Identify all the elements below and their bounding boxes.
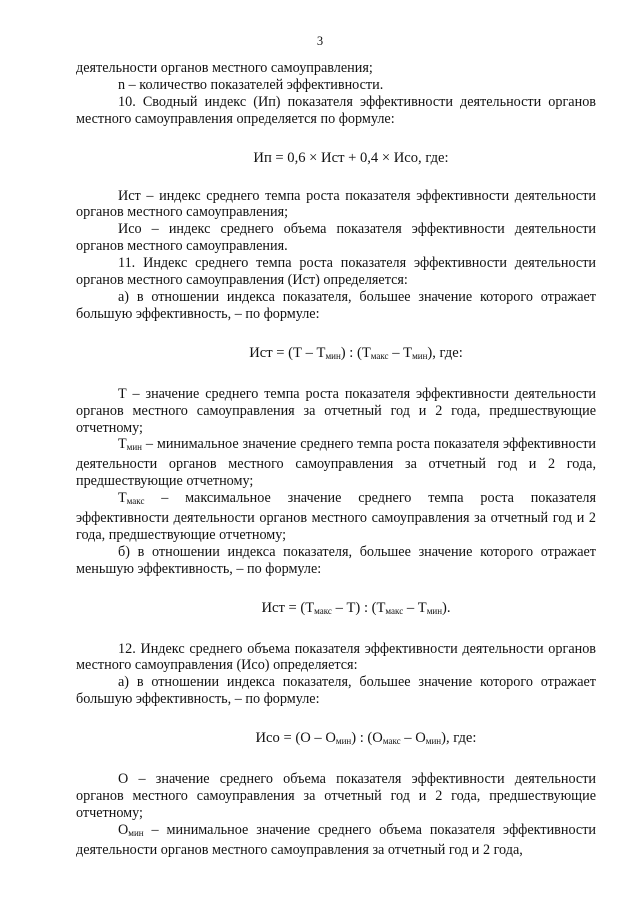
paragraph-tmin-definition: $Т_{мин}$ – минимальное значение среднего темпа роста показателя эффективности деятельности органов местного самоуправления за отчетный год и 2 года, предшествующие отчетному; [76, 436, 596, 490]
paragraph-10: 10. Сводный индекс (Ип) показателя эффективности деятельности органов местного самоуправления определяется по формуле: [76, 93, 596, 127]
paragraph-11b: б) в отношении индекса показателя, большее значение которого отражает меньшую эффективность, – по формуле: [76, 543, 596, 577]
paragraph-omin-definition: $О_{мин}$ – минимальное значение среднего объема показателя эффективности деятельности органов местного самоуправления за отчетный год и 2 года, [76, 821, 596, 858]
paragraph-ist-definition: Ист – индекс среднего темпа роста показателя эффективности деятельности органов местного самоуправления; [76, 187, 596, 221]
paragraph-o-definition: О – значение среднего объема показателя эффективности деятельности органов местного самоуправления за отчетный год и 2 года, предшествующие отчетному; [76, 771, 596, 821]
page-number: 3 [316, 34, 324, 48]
paragraph-continuation: деятельности органов местного самоуправления; [76, 60, 373, 76]
paragraph-12: 12. Индекс среднего объема показателя эффективности деятельности органов местного самоуправления (Исо) определяется: [76, 640, 596, 674]
formula-ist-a: Ист = $(Т - Т_{мин})$ : $(Т_{макс} - Т_{мин})$, где: [249, 344, 463, 361]
paragraph-11a: а) в отношении индекса показателя, большее значение которого отражает большую эффективность, – по формуле: [76, 288, 596, 322]
paragraph-iso-definition: Исо – индекс среднего объема показателя эффективности деятельности органов местного самоуправления. [76, 221, 596, 255]
formula-iso-a: Исо = $(О - О_{мин})$ : $(О_{макс} - О_{мин})$, где: [255, 730, 477, 747]
document-body [76, 60, 596, 859]
paragraph-t-definition: Т – значение среднего темпа роста показателя эффективности деятельности органов местного самоуправления за отчетный год и 2 года, предшествующие отчетному; [76, 385, 596, 436]
formula-summary-index: Ип = 0,6 × Ист + 0,4 × Исо, где: [253, 149, 449, 166]
paragraph-11: 11. Индекс среднего темпа роста показателя эффективности деятельности органов местного самоуправления (Ист) определяется: [76, 255, 596, 289]
paragraph-n-definition: n – количество показателей эффективности. [118, 76, 384, 93]
formula-ist-b: Ист = $(Т_{макс} - Т)$ : $(Т_{макс} - Т_{мин})$. [261, 599, 451, 616]
paragraph-tmax-definition: $Т_{макс}$ – максимальное значение среднего темпа роста показателя эффективности деятельности органов местного самоуправления за отчетный год и 2 года, предшествующие отчетному; [76, 490, 596, 543]
paragraph-12a: а) в отношении индекса показателя, большее значение которого отражает большую эффективность, – по формуле: [76, 674, 596, 708]
